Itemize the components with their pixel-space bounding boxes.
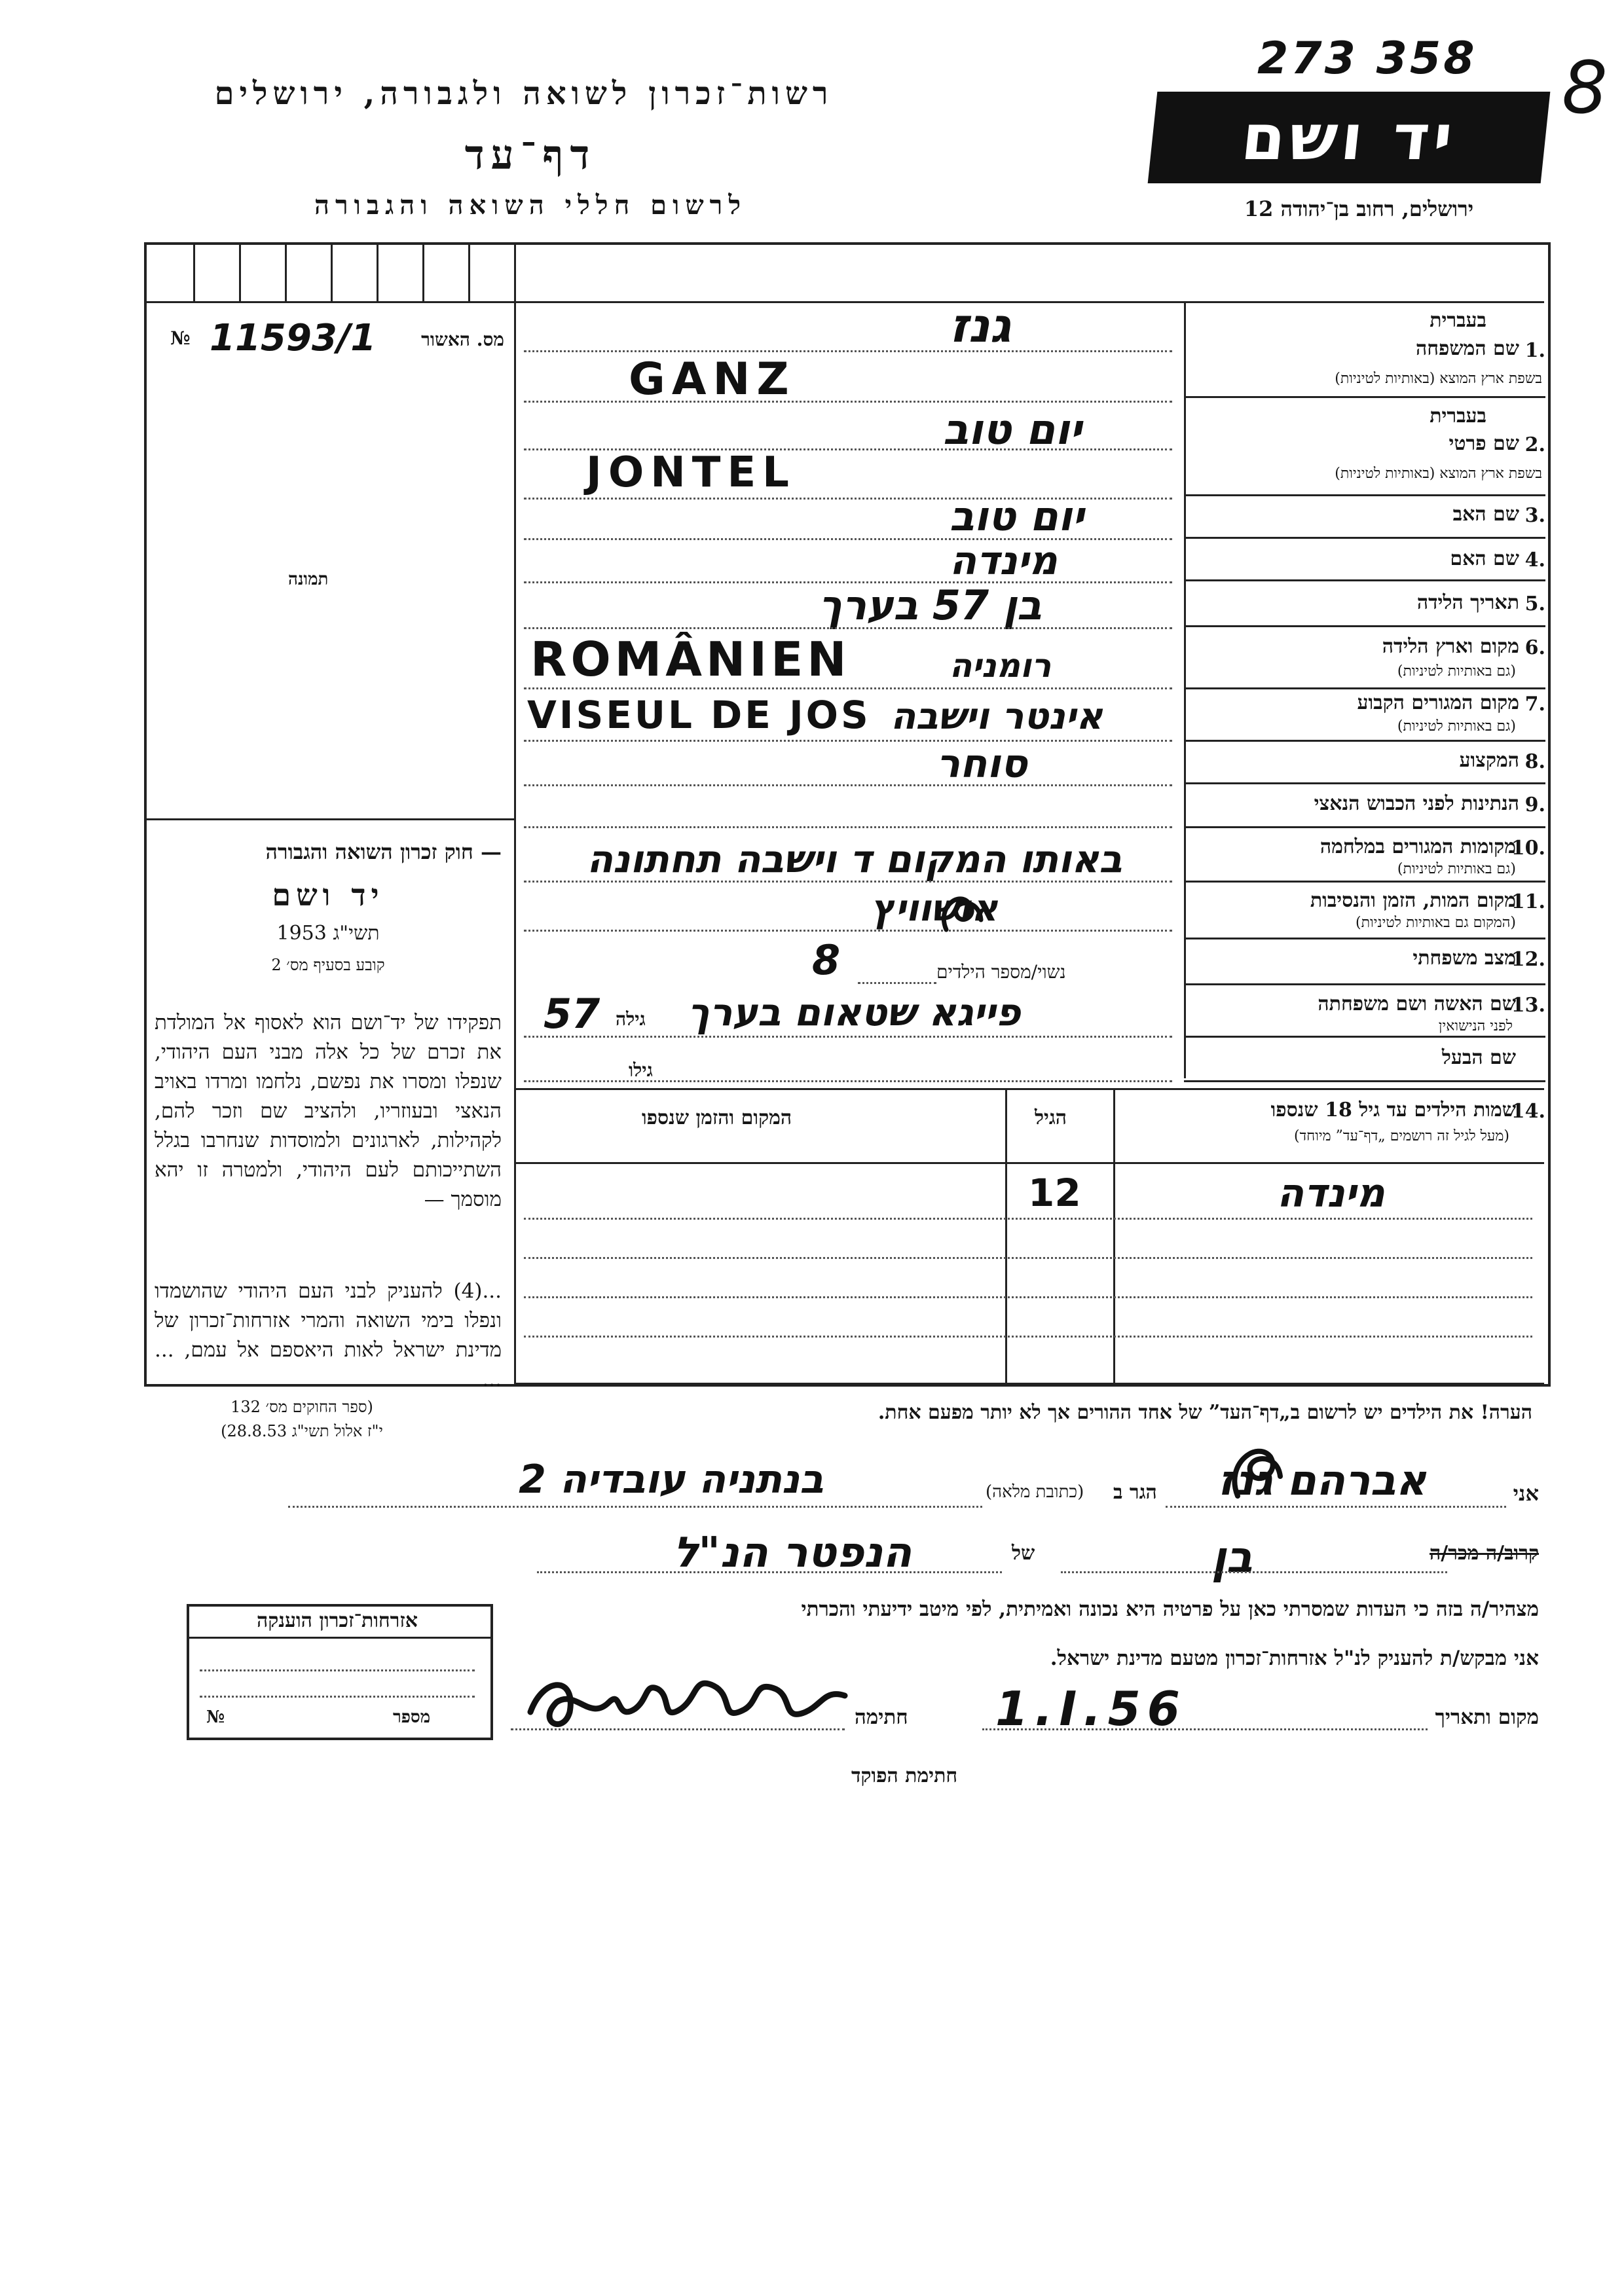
address-label: (כתובת מלאה) xyxy=(986,1482,1084,1502)
row-divider xyxy=(1184,826,1545,828)
field-6-line xyxy=(524,687,1172,689)
field-10-line xyxy=(524,881,1172,883)
field-8-line xyxy=(524,784,1172,786)
field-8-value: סוחר xyxy=(936,741,1027,787)
field-13-age-value: 57 xyxy=(544,990,600,1038)
row-divider xyxy=(1184,1080,1545,1082)
citizenship-box-line xyxy=(200,1669,475,1671)
law-year: תשי"ג 1953 xyxy=(276,922,380,945)
field-3-line xyxy=(524,538,1172,540)
form-title: דף־עד xyxy=(464,131,597,179)
field-6-number: 6. xyxy=(1524,636,1545,659)
left-column-divider xyxy=(514,244,516,1386)
field-3-number: 3. xyxy=(1524,504,1545,527)
photo-label: תמונה xyxy=(288,570,329,589)
field-8-label: המקצוע xyxy=(1459,749,1519,772)
row-divider xyxy=(1184,1036,1545,1038)
form-subtitle: לרשום חללי השואה והגבורה xyxy=(314,190,747,221)
law-section: קובע בסעיף מס׳ 2 xyxy=(271,956,385,974)
field-1-latin-value: GANZ xyxy=(629,354,796,405)
field-9-number: 9. xyxy=(1524,793,1545,816)
row-divider xyxy=(1184,537,1545,539)
law-reference-date: י"ז אלול תשי"ג 28.8.53) xyxy=(221,1422,383,1440)
row-divider xyxy=(1184,625,1545,627)
field-2-number: 2. xyxy=(1524,433,1545,456)
resides-label: הגר ב xyxy=(1113,1481,1157,1504)
field-7-value-latin: VISEUL DE JOS xyxy=(527,693,871,737)
child-name: מינדה xyxy=(1277,1171,1385,1216)
field-1-sub-label: בשפת ארץ המוצא (באותיות לטיניות) xyxy=(1335,371,1542,387)
field-7-line xyxy=(524,740,1172,742)
field-12-inline-value: 8 xyxy=(812,936,841,984)
field-1-hebrew-value: גנז xyxy=(950,298,1011,353)
field-13-line xyxy=(524,1036,1172,1038)
children-row-line xyxy=(524,1296,1532,1298)
children-row-line xyxy=(524,1257,1532,1259)
top-box-divider xyxy=(331,244,333,302)
official-signature-label: חתימת הפוקד xyxy=(851,1764,958,1787)
citizenship-box-divider xyxy=(189,1637,490,1639)
row-divider xyxy=(1184,740,1545,742)
statement-1: מצהיר/ה בזה כי העדות שמסרתי כאן על פרטיה היא נכונה ואמיתית, לפי מיטב ידיעתי והכרתי xyxy=(801,1597,1539,1621)
yad-vashem-logo xyxy=(1148,92,1551,183)
field-4-value: מינדה xyxy=(950,538,1058,584)
top-box-divider xyxy=(285,244,287,302)
relation-value: בן xyxy=(1211,1532,1253,1582)
citizenship-number-symbol: № xyxy=(206,1707,225,1727)
approval-number-row xyxy=(164,317,504,360)
field-10-sub-label: (גם באותיות לטיניות) xyxy=(1397,861,1516,877)
field-11-number: 11. xyxy=(1511,890,1545,913)
field-1-latin-line xyxy=(524,401,1172,403)
signature-label: חתימה xyxy=(855,1705,908,1729)
field-4-label: שם האם xyxy=(1450,547,1519,570)
row-divider xyxy=(1184,782,1545,784)
top-box-divider xyxy=(422,244,424,302)
field-5-value: בן 57 בערך xyxy=(819,581,1042,629)
right-top-strip xyxy=(515,301,1544,303)
field-3-label: שם האב xyxy=(1452,503,1519,526)
field-7-sub-label: (גם באותיות לטיניות) xyxy=(1397,718,1516,735)
row-divider xyxy=(1184,983,1545,985)
field-10-label: מקומות המגורים במלחמה xyxy=(1320,835,1516,858)
law-name: יד ושם xyxy=(272,877,384,913)
children-row-line xyxy=(524,1218,1532,1220)
law-reference: (ספר החוקים מס׳ 132 xyxy=(231,1398,373,1416)
of-label: של xyxy=(1012,1542,1035,1565)
field-8-number: 8. xyxy=(1524,750,1545,773)
children-row-line xyxy=(524,1336,1532,1338)
field-11-sub-label: (המקום גם באותיות לטיניות) xyxy=(1356,915,1516,931)
of-value: הנפטר הנ"ל xyxy=(673,1529,912,1577)
children-col-divider xyxy=(1113,1088,1115,1386)
field-9-line xyxy=(524,826,1172,828)
field-13-age-label: גילה xyxy=(616,1008,646,1030)
approval-number-label: מס. האשור xyxy=(421,329,504,350)
field-2-latin-value: JONTEL xyxy=(586,448,796,497)
children-col-divider xyxy=(1005,1088,1007,1386)
field-10-number: 10. xyxy=(1511,837,1545,860)
declarant-name: אברהם גנז xyxy=(1218,1457,1427,1505)
archive-number: 273 358 xyxy=(1257,33,1477,84)
field-13-number: 13. xyxy=(1511,994,1545,1017)
field-2-sub-label: בשפת ארץ המוצא (באותיות לטיניות) xyxy=(1335,465,1542,482)
field-3-value: יום טוב xyxy=(950,492,1084,540)
top-box-divider xyxy=(239,244,241,302)
field-5-label: תאריך הלידה xyxy=(1416,591,1519,614)
note-text: הערה! את הילדים יש לרשום ב„דף־העד” של אחד ההורים אך לא יותר מפעם אחת. xyxy=(877,1401,1532,1424)
top-box-divider xyxy=(377,244,378,302)
field-12-inline-label: נשוי/מספר הילדים xyxy=(936,961,1066,983)
handwritten-signature xyxy=(517,1650,858,1748)
label-column-divider xyxy=(1184,302,1186,1078)
citizenship-box-title: אזרחות־זכרון הוענקה xyxy=(256,1609,418,1632)
field-11-scribble xyxy=(930,884,989,943)
law-item-4: ...(4) להעניק לבני העם היהודי שהושמדו ונפלו בימי השואה והמרי אזרחות־זכרון של מדינת ישראל לאות היאספם אל עמם, ... ... xyxy=(155,1279,502,1391)
husband-line xyxy=(524,1080,1172,1082)
field-11-line xyxy=(524,930,1172,932)
relation-label: קרוב/ה מכר/ה xyxy=(1430,1542,1539,1565)
citizenship-number-label: מספר xyxy=(393,1707,431,1727)
children-header-note: (מעל לגיל זה רושמים „דף־עד” מיוחד) xyxy=(1294,1128,1509,1144)
field-1-label: שם המשפחה xyxy=(1415,337,1519,360)
declarant-initial-scribble xyxy=(1218,1437,1290,1509)
field-5-number: 5. xyxy=(1524,592,1545,615)
address-line: ירושלים, רחוב בן־יהודה 12 xyxy=(1244,196,1474,221)
of-line xyxy=(537,1571,1002,1573)
authority-line: רשות־זכרון לשואה ולגבורה, ירושלים xyxy=(214,75,834,112)
field-9-label: הנתינות לפני הכבוש הנאצי xyxy=(1314,792,1519,815)
top-box-divider xyxy=(468,244,470,302)
husband-label: שם הבעל xyxy=(1441,1046,1516,1069)
field-1-hebrew-tag: בעברית xyxy=(1430,309,1486,332)
children-header-place: המקום והזמן שנספו xyxy=(642,1106,792,1129)
row-divider xyxy=(1184,579,1545,581)
children-header-name: שמות הילדים עד גיל 18 שנספו xyxy=(1270,1099,1516,1121)
husband-age-label: גילו xyxy=(629,1059,653,1081)
law-body: תפקידו של יד־ושם הוא לאסוף אל המולדת את זכרם של כל אלה מבני העם היהודי, שנפלו ומסרו את נפשם, נלחמו ומרדו באויב הנאצי ובעוזריו, ולהציב שם וזכר להם, לקהילות, לארגונים ולמוסדות שנחרבו בגלל השתייכותם לעם היהודי, ולמטרה זו יהא מוסמך — xyxy=(155,1011,502,1211)
field-1-hebrew-line xyxy=(524,350,1172,352)
field-6-value: רומניה xyxy=(950,647,1052,685)
declaration-ani: אני xyxy=(1513,1481,1539,1506)
field-2-hebrew-value: יום טוב xyxy=(943,406,1082,454)
field-7-label: מקום המגורים הקבוע xyxy=(1357,691,1519,714)
field-10-value: באותו המקום ד וישבה תחתונה xyxy=(587,837,1122,881)
field-6-sub-label: (גם באותיות לטיניות) xyxy=(1397,663,1516,680)
child-age: 12 xyxy=(1028,1171,1081,1215)
place-date-label: מקום ותאריך xyxy=(1435,1705,1539,1729)
row-divider xyxy=(1184,687,1545,689)
row-divider xyxy=(1184,938,1545,939)
note-top-line xyxy=(515,1383,1544,1385)
row-divider xyxy=(1184,881,1545,883)
field-4-number: 4. xyxy=(1524,549,1545,572)
law-title: — חוק זכרון השואה והגבורה xyxy=(265,839,502,864)
field-1-number: 1. xyxy=(1524,339,1545,362)
field-2-hebrew-tag: בעברית xyxy=(1430,405,1486,428)
date-line xyxy=(982,1728,1428,1730)
field-11-label: מקום המות, הזמן והנסיבות xyxy=(1310,889,1516,912)
citizenship-box-line xyxy=(200,1696,475,1698)
top-box-divider xyxy=(193,244,195,302)
field-13-value: פייגא שטאום בערך xyxy=(688,990,1021,1034)
children-header-age: הגיל xyxy=(1035,1106,1067,1129)
field-12-line xyxy=(858,982,936,984)
declarant-name-line xyxy=(1166,1506,1506,1508)
field-11-value: אושוויץ xyxy=(871,887,998,930)
address-line xyxy=(288,1506,982,1508)
children-table-top xyxy=(515,1088,1544,1090)
field-12-number: 12. xyxy=(1511,948,1545,971)
field-13-label: שם האשה ושם משפחתה xyxy=(1318,993,1516,1015)
corner-mark: 8 xyxy=(1562,46,1608,130)
approval-number-value: 11593/1 xyxy=(210,317,377,359)
field-7-value: אינטר וישבה xyxy=(891,695,1103,738)
children-number: 14. xyxy=(1511,1100,1545,1123)
field-5-line xyxy=(524,627,1172,629)
logo-text: יד ושם xyxy=(1238,101,1460,174)
statement-2: אני מבקש/ת להעניק לנ"ל אזרחות־זכרון מטעם מדינת ישראל. xyxy=(1050,1647,1539,1670)
field-13-sub-label: לפני הנישואין xyxy=(1438,1018,1513,1034)
row-divider xyxy=(1184,494,1545,496)
field-12-label: מצב משפחתי xyxy=(1412,947,1516,970)
row-divider xyxy=(1184,396,1545,398)
field-7-number: 7. xyxy=(1524,693,1545,716)
number-symbol: № xyxy=(170,327,191,349)
children-header-bottom xyxy=(515,1162,1544,1164)
address-value: בנתניה עובדיה 2 xyxy=(519,1457,824,1503)
relation-line xyxy=(1061,1571,1447,1573)
field-6-value-latin: ROMÂNIEN xyxy=(530,632,851,687)
photo-bottom-line xyxy=(147,818,515,820)
field-2-label: שם פרטי xyxy=(1449,432,1519,455)
date-value: 1.I.56 xyxy=(995,1681,1187,1736)
field-6-label: מקום וארץ הלידה xyxy=(1382,635,1519,658)
